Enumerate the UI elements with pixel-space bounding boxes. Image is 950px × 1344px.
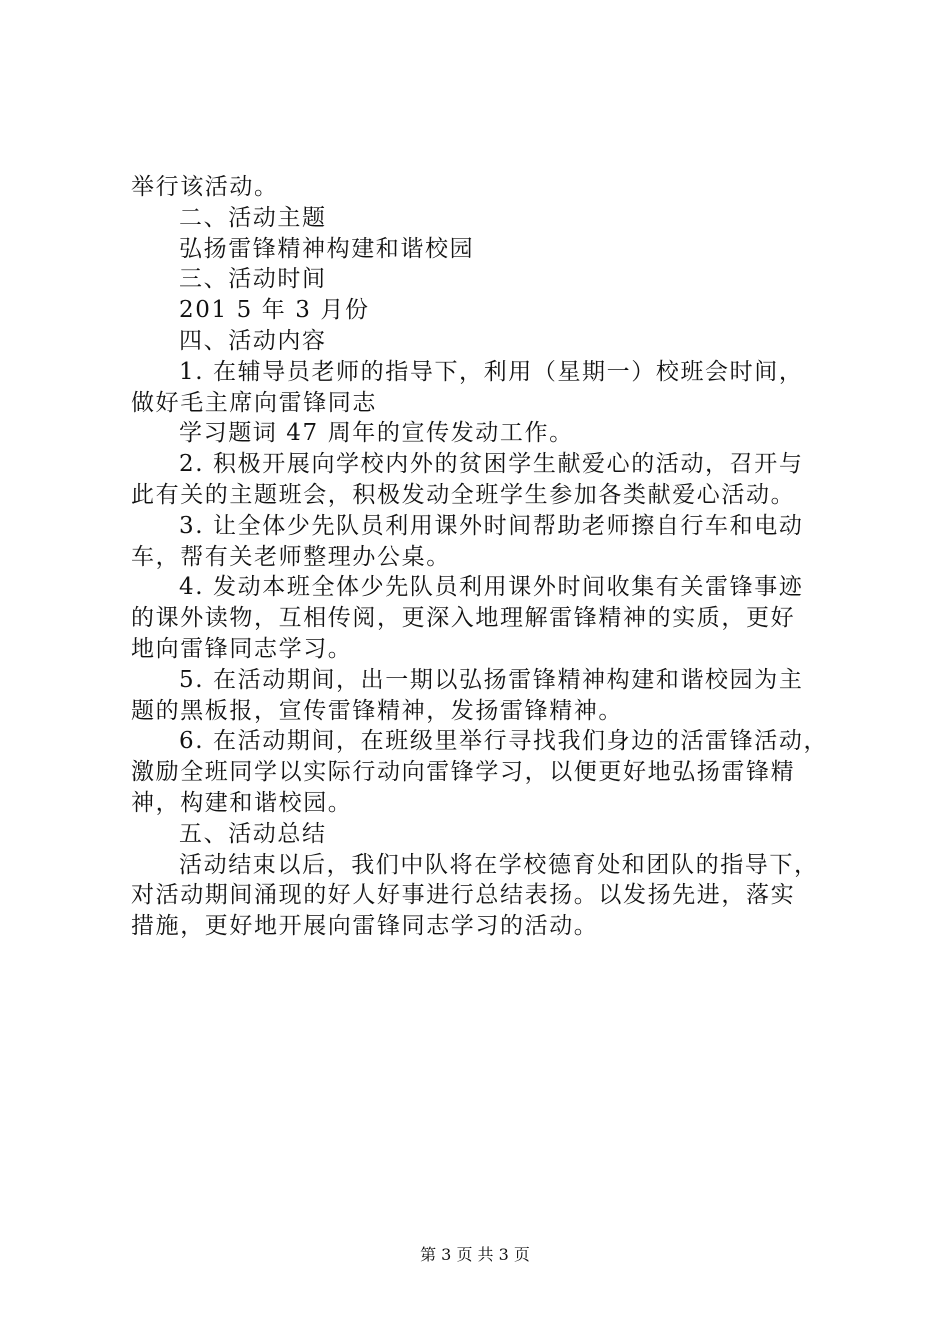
document-body — [131, 172, 831, 942]
text-line: 对活动期间涌现的好人好事进行总结表扬。以发扬先进，落实 — [131, 882, 796, 909]
section-heading-content: 四、活动内容 — [179, 327, 327, 354]
text-line: 1. 在辅导员老师的指导下，利用（星期一）校班会时间， — [179, 358, 804, 385]
text-line: 201 5 年 3 月份 — [179, 297, 370, 324]
text-line: 此有关的主题班会，积极发动全班学生参加各类献爱心活动。 — [131, 481, 796, 508]
section-heading-time: 三、活动时间 — [179, 266, 327, 293]
text-line: 措施，更好地开展向雷锋同志学习的活动。 — [131, 913, 599, 940]
text-line: 题的黑板报，宣传雷锋精神，发扬雷锋精神。 — [131, 697, 623, 724]
text-line: 激励全班同学以实际行动向雷锋学习，以便更好地弘扬雷锋精 — [131, 759, 796, 786]
page-number-footer: 第 3 页 共 3 页 — [420, 1245, 530, 1264]
text-line: 学习题词 47 周年的宣传发动工作。 — [179, 420, 574, 447]
text-line: 4. 发动本班全体少先队员利用课外时间收集有关雷锋事迹 — [179, 574, 804, 601]
text-line: 车，帮有关老师整理办公桌。 — [131, 543, 451, 570]
text-line: 的课外读物，互相传阅，更深入地理解雷锋精神的实质，更好 — [131, 605, 796, 632]
text-line: 3. 让全体少先队员利用课外时间帮助老师擦自行车和电动 — [179, 512, 804, 539]
text-line: 做好毛主席向雷锋同志 — [131, 389, 377, 416]
text-line: 地向雷锋同志学习。 — [131, 635, 353, 662]
section-heading-theme: 二、活动主题 — [179, 204, 327, 231]
text-line: 6. 在活动期间，在班级里举行寻找我们身边的活雷锋活动， — [179, 728, 829, 755]
text-line: 2. 积极开展向学校内外的贫困学生献爱心的活动，召开与 — [179, 451, 804, 478]
text-line: 举行该活动。 — [131, 174, 279, 200]
text-line: 神，构建和谐校园。 — [131, 789, 353, 816]
section-heading-summary: 五、活动总结 — [179, 820, 327, 847]
text-line: 弘扬雷锋精神构建和谐校园 — [179, 235, 475, 262]
text-line: 活动结束以后，我们中队将在学校德育处和团队的指导下， — [179, 851, 819, 878]
text-line: 5. 在活动期间，出一期以弘扬雷锋精神构建和谐校园为主 — [179, 666, 804, 693]
